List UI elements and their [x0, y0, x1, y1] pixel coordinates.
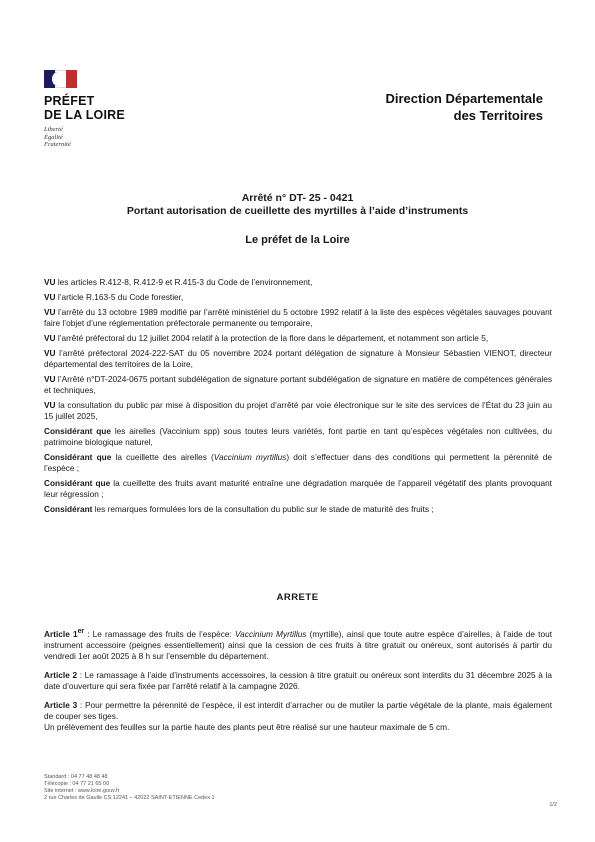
brand-line-1: PRÉFET [44, 94, 95, 108]
visa-paragraph: VU l’arrêté préfectoral 2024-222-SAT du 05 novembre 2024 portant délégation de signature à Monsieur Sébastien VIENOT, directeur départemental des territoires de la Loire, [44, 348, 552, 369]
issuing-direction [386, 90, 544, 124]
visa-paragraph: VU la consultation du public par mise à disposition du projet d’arrêté par voie électronique sur le site des services de l’État du 23 juin au 15 juillet 2025, [44, 400, 552, 421]
republic-motto [44, 126, 164, 149]
brand-line-2: DE LA LOIRE [44, 108, 125, 122]
motto-liberte: Liberté [44, 126, 63, 133]
decree-subject: Portant autorisation de cueillette des myrtilles à l’aide d’instruments [126, 205, 469, 217]
considerant-paragraph: Considérant que les airelles (Vaccinium spp) sous toutes leurs variétés, font partie en tant qu’espèces végétales non cultivées, du patrimoine biologique naturel, [44, 426, 552, 447]
marianne-flag-icon [44, 70, 76, 88]
prefet-logo [44, 70, 164, 149]
footer-phone: Standard : 04 77 48 48 48 [44, 774, 108, 780]
page-number: 1/2 [549, 802, 557, 808]
visa-paragraph: VU l’arrêté du 13 octobre 1989 modifié par l’arrêté ministériel du 5 octobre 1992 relatif à la liste des espèces végétales sauvages pouvant faire l’objet d’une réglementation préfectorale permanente ou temporaire, [44, 307, 552, 328]
article-3: Article 3 : Pour permettre la pérennité de l’espèce, il est interdit d’arracher ou de mutiler la partie végétale de la plante, mais également de couper ses tiges. [44, 699, 552, 721]
direction-line-2: des Territoires [453, 108, 543, 123]
visa-paragraph: VU l’arrêté préfectoral du 12 juillet 2004 relatif à la protection de la flore dans le département, et notamment son article 5, [44, 333, 489, 343]
considerant-paragraph: Considérant que la cueillette des airelles (Vaccinium myrtillus) doit s’effectuer dans des conditions qui permettent la pérennité de l’espèce ; [44, 452, 552, 473]
article-3-continued: Un prélèvement des feuilles sur la partie haute des plants peut être réalisé sur une hauteur maximale de 5 cm. [44, 721, 450, 732]
direction-line-1: Direction Départementale [385, 91, 543, 106]
decree-title [0, 192, 595, 218]
footer-website: Site internet : www.loire.gouv.fr [44, 788, 120, 794]
decree-number: Arrêté n° DT- 25 - 0421 [241, 192, 354, 204]
decree-articles [44, 626, 552, 741]
considerant-paragraph: Considérant que la cueillette des fruits avant maturité entraîne une dégradation marquée de l’appareil végétatif des plants provoquant leur régression ; [44, 478, 552, 499]
decree-authority: Le préfet de la Loire [245, 234, 350, 246]
visa-paragraph: VU l’article R.163-5 du Code forestier, [44, 292, 184, 302]
considerant-paragraph: Considérant les remarques formulées lors de la consultation du public sur le stade de maturité des fruits ; [44, 504, 434, 514]
decree-preamble [44, 277, 552, 519]
article-2: Article 2 : Le ramassage à l’aide d’instruments accessoires, la cession à titre gratuit ou onéreux sont interdits du 31 décembre 2025 à la date d’ouverture qui sera fixée par l’arrêté relatif à la campagne 2026. [44, 669, 552, 691]
visa-paragraph: VU les articles R.412-8, R.412-9 et R.415-3 du Code de l’environnement, [44, 277, 313, 287]
motto-egalite: Égalité [44, 133, 63, 141]
footer-fax: Télécopie : 04 77 21 65 00 [44, 781, 110, 787]
visa-paragraph: VU l’Arrêté n°DT-2024-0675 portant subdélégation de signature portant subdélégation de signature en matière de compétences générales et techniques, [44, 374, 552, 395]
motto-fraternite: Fraternité [44, 141, 71, 148]
article-1: Article 1er : Le ramassage des fruits de l’espèce: Vaccinium Myrtillus (myrtille), ainsi que toute autre espèce d’airelles, à l’aide de tout instrument accessoire (peignes essentiellement) ainsi que la cession de ces fruits à titre gratuit ou onéreux, sont autorisés à partir du vendredi 1er août 2025 à 8 h sur l’ensemble du département. [44, 628, 552, 661]
contact-footer [44, 774, 215, 802]
arrete-heading: ARRETE [276, 592, 319, 603]
footer-address: 2 rue Charles de Gaulle CS 12241 – 42022 SAINT-ETIENNE Cedex 1 [44, 795, 215, 801]
